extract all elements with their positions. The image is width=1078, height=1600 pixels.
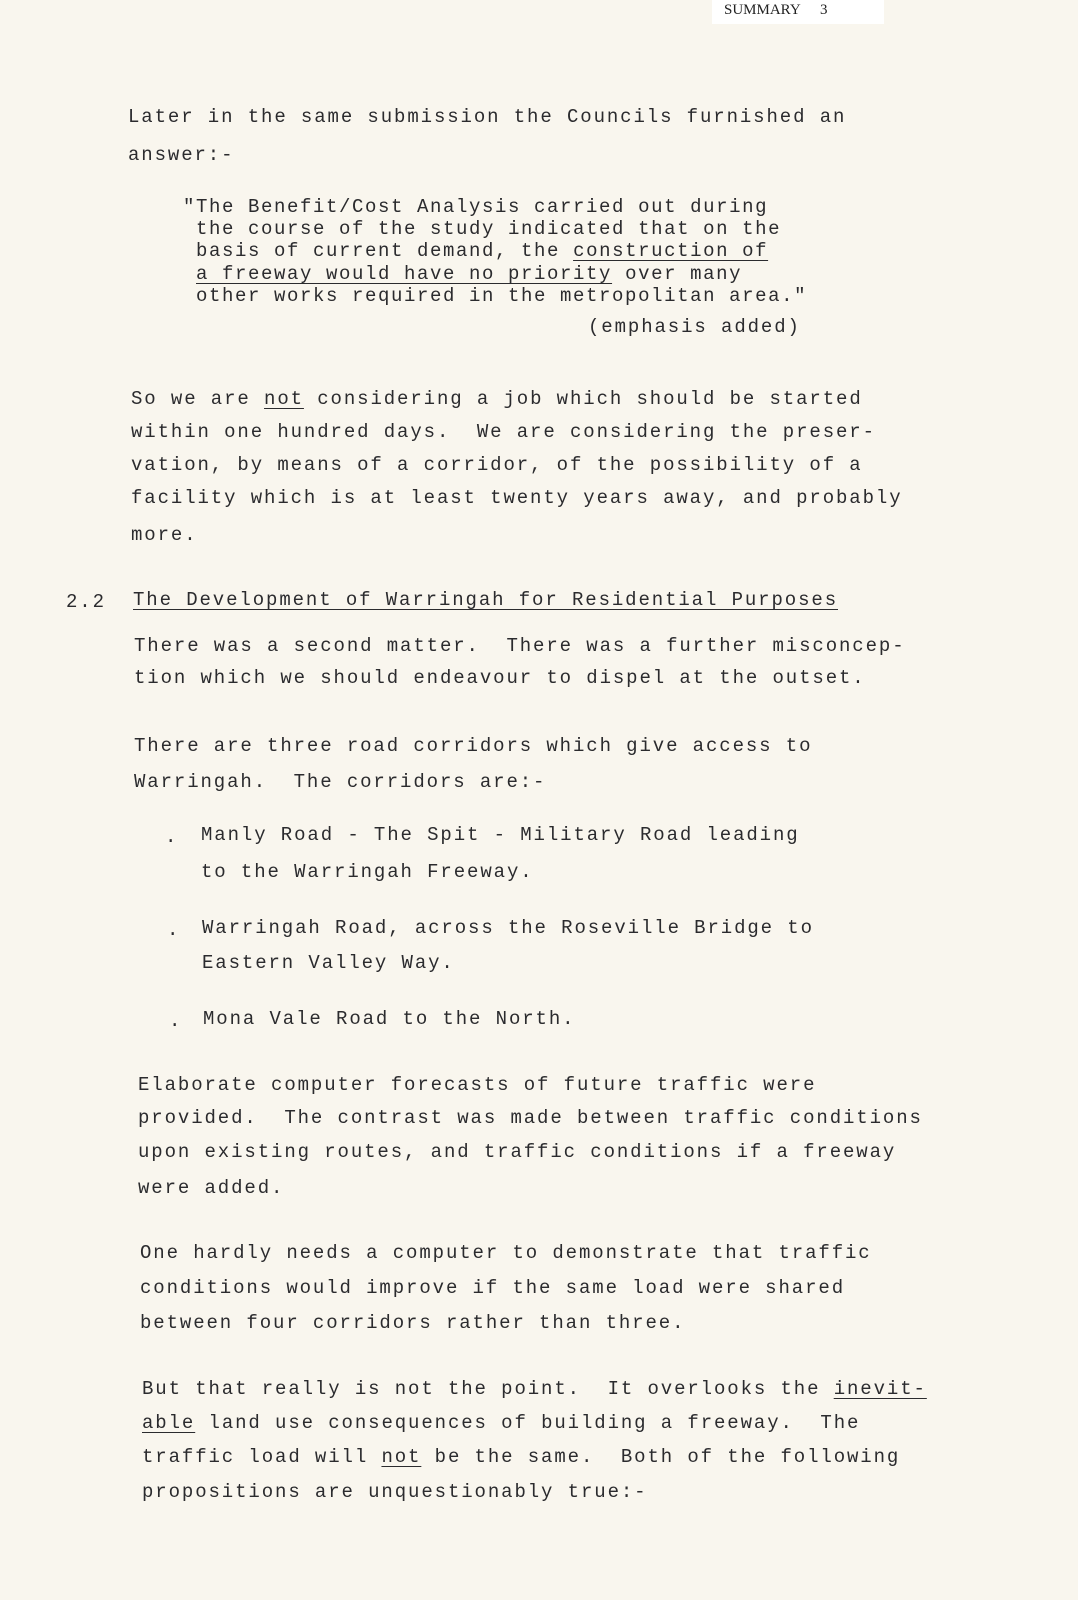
bullet-marker: .	[169, 1010, 181, 1032]
text-line	[196, 284, 807, 308]
text-line	[66, 590, 106, 614]
text-line	[196, 262, 742, 286]
running-header	[712, 0, 884, 24]
text-line	[588, 315, 801, 339]
text-line	[142, 1377, 927, 1401]
text-segment: 2.2	[66, 591, 106, 613]
text-segment: One hardly needs a computer to demonstrate that traffic	[140, 1242, 872, 1264]
text-line	[142, 1445, 900, 1469]
text-line	[140, 1311, 685, 1335]
text-line	[134, 770, 546, 794]
text-segment: facility which is at least twenty years away, and probably	[131, 487, 903, 509]
text-segment: vation, by means of a corridor, of the possibility of a	[131, 454, 863, 476]
text-line	[134, 634, 906, 658]
text-line	[131, 420, 876, 444]
text-segment: to the Warringah Freeway.	[201, 861, 534, 883]
text-segment: the course of the study indicated that on the	[196, 218, 782, 240]
page-number: 3	[820, 2, 828, 18]
running-head-title: SUMMARY	[724, 2, 801, 18]
text-line	[138, 1176, 284, 1200]
text-segment: "The Benefit/Cost Analysis carried out during	[183, 196, 769, 218]
text-segment: land use consequences of building a freeway. The	[195, 1412, 861, 1434]
text-line	[142, 1480, 647, 1504]
text-segment: basis of current demand, the	[196, 240, 574, 262]
underlined-text: able	[142, 1412, 196, 1434]
text-segment: tion which we should endeavour to dispel at the outset.	[134, 667, 866, 689]
text-segment: So we are	[131, 388, 265, 410]
text-line	[138, 1073, 816, 1097]
text-line	[140, 1241, 872, 1265]
underlined-text: inevit-	[833, 1378, 927, 1400]
text-segment: were added.	[138, 1177, 285, 1199]
text-line	[202, 951, 455, 975]
text-line	[133, 588, 838, 612]
text-line	[203, 1007, 575, 1031]
text-segment: within one hundred days. We are considering the preser-	[131, 421, 876, 443]
text-line	[131, 486, 903, 510]
text-segment: Later in the same submission the Councils furnished an	[128, 106, 847, 128]
text-line	[131, 387, 863, 411]
text-segment: There are three road corridors which give access to	[134, 735, 813, 757]
text-segment: There was a second matter. There was a further misconcep-	[134, 635, 906, 657]
text-segment: Warringah. The corridors are:-	[134, 771, 547, 793]
text-segment: considering a job which should be started	[303, 388, 863, 410]
text-line	[138, 1140, 896, 1164]
text-line	[196, 217, 781, 241]
text-segment: provided. The contrast was made between traffic conditions	[138, 1107, 923, 1129]
underlined-text: construction of	[573, 240, 769, 262]
bullet-marker: .	[165, 826, 177, 848]
text-segment: more.	[131, 524, 198, 546]
text-line	[131, 453, 863, 477]
text-segment: Eastern Valley Way.	[202, 952, 455, 974]
text-line	[140, 1276, 845, 1300]
underlined-text: not	[264, 388, 304, 410]
text-segment: between four corridors rather than three.	[140, 1312, 686, 1334]
text-line	[134, 734, 812, 758]
text-segment: (emphasis added)	[588, 316, 801, 338]
underlined-text: not	[381, 1446, 422, 1468]
text-segment: be the same. Both of the following	[421, 1446, 901, 1468]
bullet-marker: .	[167, 919, 179, 941]
text-line	[183, 195, 768, 219]
text-line	[201, 860, 534, 884]
underlined-text: a freeway would have no priority	[196, 263, 613, 285]
text-segment: over many	[612, 263, 743, 285]
text-segment: But that really is not the point. It overlooks the	[142, 1378, 834, 1400]
text-line	[196, 239, 768, 263]
text-segment: Elaborate computer forecasts of future traffic were	[138, 1074, 817, 1096]
text-line	[142, 1411, 860, 1435]
text-line	[134, 666, 866, 690]
text-line	[202, 916, 814, 940]
text-line	[201, 823, 800, 847]
underlined-text: The Development of Warringah for Residential Purposes	[133, 589, 838, 611]
text-segment: Warringah Road, across the Roseville Bridge to	[202, 917, 814, 939]
text-segment: other works required in the metropolitan area."	[196, 285, 808, 307]
text-segment: Mona Vale Road to the North.	[203, 1008, 576, 1030]
text-line	[138, 1106, 923, 1130]
text-segment: propositions are unquestionably true:-	[142, 1481, 648, 1503]
text-line	[131, 523, 198, 547]
text-segment: conditions would improve if the same load were shared	[140, 1277, 845, 1299]
text-segment: upon existing routes, and traffic conditions if a freeway	[138, 1141, 897, 1163]
text-segment: traffic load will	[142, 1446, 382, 1468]
text-line	[128, 105, 846, 129]
text-line	[128, 143, 234, 167]
text-segment: Manly Road - The Spit - Military Road leading	[201, 824, 800, 846]
text-segment: answer:-	[128, 144, 235, 166]
